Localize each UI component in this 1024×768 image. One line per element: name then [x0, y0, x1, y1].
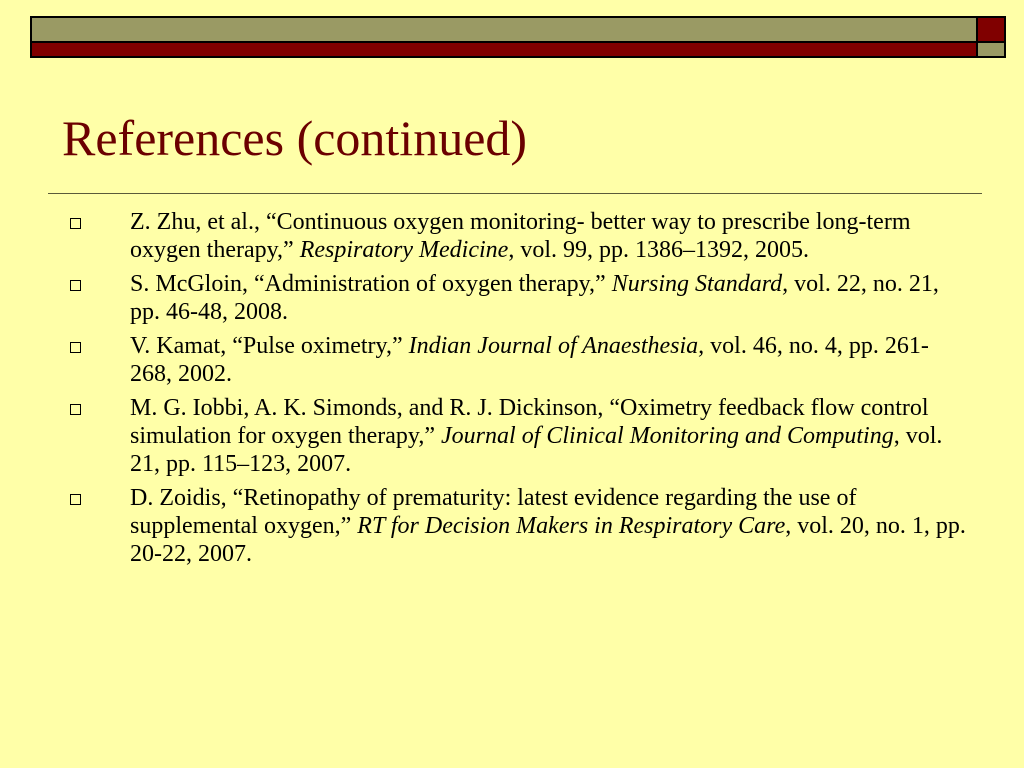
journal-name: Respiratory Medicine — [299, 237, 509, 263]
hollow-square-bullet-icon — [70, 280, 81, 291]
header-square-olive — [976, 41, 1006, 58]
reference-list — [70, 208, 970, 574]
journal-name: Indian Journal of Anaesthesia, — [408, 333, 705, 359]
hollow-square-bullet-icon — [70, 342, 81, 353]
reference-text: M. G. Iobbi, A. K. Simonds, and R. J. Dickinson, “Oximetry feedback flow control simulation for oxygen therapy,” — [130, 395, 929, 449]
title-divider — [48, 193, 982, 194]
reference-item — [70, 394, 970, 478]
journal-name: RT for Decision Makers in Respiratory Care — [357, 513, 786, 539]
reference-details: , vol. 20, no. 1, pp. 20-22, 2007. — [130, 513, 966, 567]
reference-text: D. Zoidis, “Retinopathy of prematurity: latest evidence regarding the use of supplemental oxygen,” — [130, 485, 857, 539]
reference-details: vol. 46, no. 4, pp. 261-268, 2002. — [130, 333, 929, 387]
reference-text: S. McGloin, “Administration of oxygen therapy,” — [130, 271, 612, 297]
reference-details: , vol. 99, pp. 1386–1392, 2005. — [508, 237, 809, 263]
slide-title: References (continued) — [62, 110, 528, 166]
reference-text: Z. Zhu, et al., “Continuous oxygen monitoring- better way to prescribe long-term oxygen therapy,” — [130, 209, 911, 263]
reference-details: vol. 22, no. 21, pp. 46-48, 2008. — [130, 271, 939, 325]
reference-details: , vol. 21, pp. 115–123, 2007. — [130, 423, 943, 477]
header-band-maroon — [30, 41, 978, 58]
hollow-square-bullet-icon — [70, 218, 81, 229]
reference-item — [70, 484, 970, 568]
reference-item — [70, 332, 970, 388]
header-band-olive — [30, 16, 978, 43]
journal-name: Journal of Clinical Monitoring and Computing — [441, 423, 894, 449]
hollow-square-bullet-icon — [70, 404, 81, 415]
reference-item — [70, 208, 970, 264]
hollow-square-bullet-icon — [70, 494, 81, 505]
reference-text: V. Kamat, “Pulse oximetry,” — [130, 333, 409, 359]
journal-name: Nursing Standard, — [611, 271, 789, 297]
reference-item — [70, 270, 970, 326]
header-square-maroon — [976, 16, 1006, 43]
